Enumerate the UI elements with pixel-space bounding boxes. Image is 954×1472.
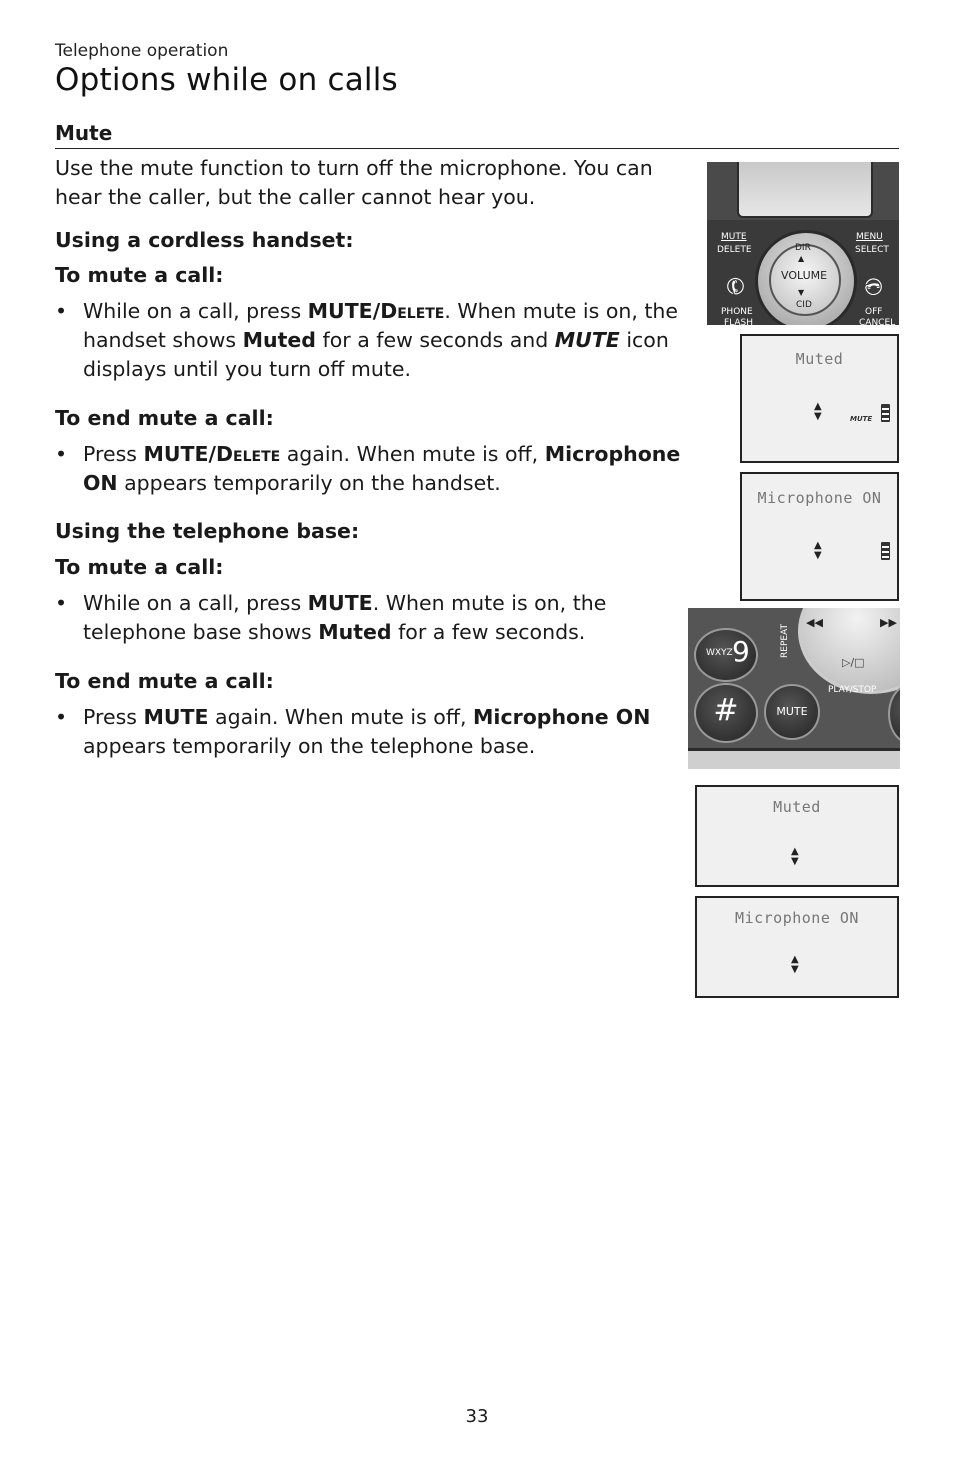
cordless-heading: Using a cordless handset:	[55, 228, 354, 252]
cordless-mute-bullet	[55, 297, 695, 384]
key-mute: MUTE/	[307, 299, 381, 323]
bullet-text: for a few seconds and	[315, 328, 555, 352]
volume-label: VOLUME	[781, 269, 828, 282]
display-text: Muted	[795, 350, 844, 368]
display-text: Microphone ON	[735, 909, 859, 927]
page-number: 33	[465, 1406, 489, 1427]
display-word-mic-on: Microphone ON	[473, 705, 651, 729]
handset-display-mic-on	[740, 472, 899, 601]
scroll-arrows-icon: ▲ ▼	[791, 846, 799, 867]
base-display-muted	[695, 785, 899, 887]
scroll-arrows-icon: ▲ ▼	[791, 954, 799, 975]
battery-icon	[881, 404, 890, 422]
bullet-text: While on a call, press	[83, 591, 308, 615]
forward-icon: ▶▶	[880, 616, 897, 629]
key-9	[694, 628, 758, 682]
partial-key	[888, 684, 900, 744]
base-keypad-illustration	[688, 608, 900, 769]
mute-intro: Use the mute function to turn off the microphone. You can hear the caller, but the caller cannot hear you.	[55, 156, 653, 209]
base-heading: Using the telephone base:	[55, 519, 360, 543]
cordless-end-heading: To end mute a call:	[55, 406, 274, 430]
bullet-text: icon displays until you turn off mute.	[83, 328, 669, 381]
key-delete: Delete	[380, 299, 445, 323]
key-mute: MUTE/	[143, 442, 217, 466]
bullet-text: for a few seconds.	[391, 620, 586, 644]
select-key-label: SELECT	[855, 245, 889, 255]
bullet-text: . When mute is on, the telephone base shows	[83, 591, 607, 644]
display-word-mic-on: Microphone ON	[83, 442, 681, 495]
repeat-label: REPEAT	[780, 623, 790, 658]
key-9-letters: WXYZ	[706, 648, 733, 658]
bullet-text: Press	[83, 442, 144, 466]
page-title: Options while on calls	[55, 62, 398, 98]
bullet-text: again. When mute is off,	[280, 442, 545, 466]
scroll-arrows-icon: ▲ ▼	[814, 401, 822, 422]
flash-key-label: FLASH	[724, 318, 754, 325]
bullet-dot: •	[55, 591, 68, 615]
heading-rule	[55, 148, 899, 149]
cid-label: CID	[796, 300, 812, 310]
handset-keypad-illustration	[707, 162, 899, 325]
base-display-mic-on	[695, 896, 899, 998]
phone-icon: ✆	[721, 272, 751, 303]
display-text: Microphone ON	[757, 489, 882, 507]
display-text: Muted	[773, 798, 821, 816]
cordless-end-bullet	[55, 440, 695, 498]
cordless-mute-heading: To mute a call:	[55, 263, 224, 287]
play-stop-icon: ▷/□	[842, 656, 865, 669]
base-mute-key-label: MUTE	[776, 705, 808, 718]
bullet-text: . When mute is on, the handset shows	[83, 299, 679, 352]
key-mute: MUTE	[307, 591, 373, 615]
rewind-icon: ◀◀	[806, 616, 823, 629]
handset-screen	[737, 162, 873, 218]
bullet-text: appears temporarily on the telephone base.	[83, 734, 536, 758]
section-label: Telephone operation	[55, 41, 229, 61]
play-stop-label: PLAY/STOP	[828, 685, 877, 695]
display-word-muted: Muted	[242, 328, 316, 352]
base-end-heading: To end mute a call:	[55, 669, 274, 693]
base-mute-key	[764, 684, 820, 740]
key-mute: MUTE	[143, 705, 209, 729]
mute-heading: Mute	[55, 121, 113, 145]
down-arrow-icon: ▼	[798, 288, 805, 297]
battery-icon	[881, 542, 890, 560]
bullet-text: appears temporarily on the handset.	[117, 471, 501, 495]
mute-status-icon: MUTE	[850, 415, 873, 423]
phone-key-label: PHONE	[721, 307, 753, 317]
bullet-dot: •	[55, 442, 68, 466]
bullet-dot: •	[55, 299, 68, 323]
bullet-text: again. When mute is off,	[208, 705, 474, 729]
bullet-text: Press	[83, 705, 144, 729]
mute-key-label: MUTE	[721, 232, 747, 242]
hangup-icon: ✆	[856, 273, 888, 302]
key-hash	[694, 683, 758, 743]
up-arrow-icon: ▲	[798, 254, 805, 263]
scroll-arrows-icon: ▲ ▼	[814, 540, 822, 561]
base-mute-heading: To mute a call:	[55, 555, 224, 579]
menu-key-label: MENU	[856, 232, 883, 242]
base-edge	[688, 748, 900, 769]
base-end-bullet	[55, 703, 695, 761]
off-key-label: OFF	[865, 307, 883, 317]
delete-key-label: DELETE	[717, 245, 752, 255]
hash-symbol: #	[713, 693, 739, 728]
display-word-muted: Muted	[318, 620, 392, 644]
handset-display-muted	[740, 334, 899, 463]
dir-label: DIR	[795, 243, 811, 253]
bullet-text: While on a call, press	[83, 299, 308, 323]
base-mute-bullet	[55, 589, 695, 647]
cancel-key-label: CANCEL	[859, 318, 896, 325]
bullet-dot: •	[55, 705, 68, 729]
mute-icon-word: MUTE	[554, 328, 620, 352]
key-9-digit: 9	[732, 635, 750, 668]
key-delete: Delete	[216, 442, 281, 466]
